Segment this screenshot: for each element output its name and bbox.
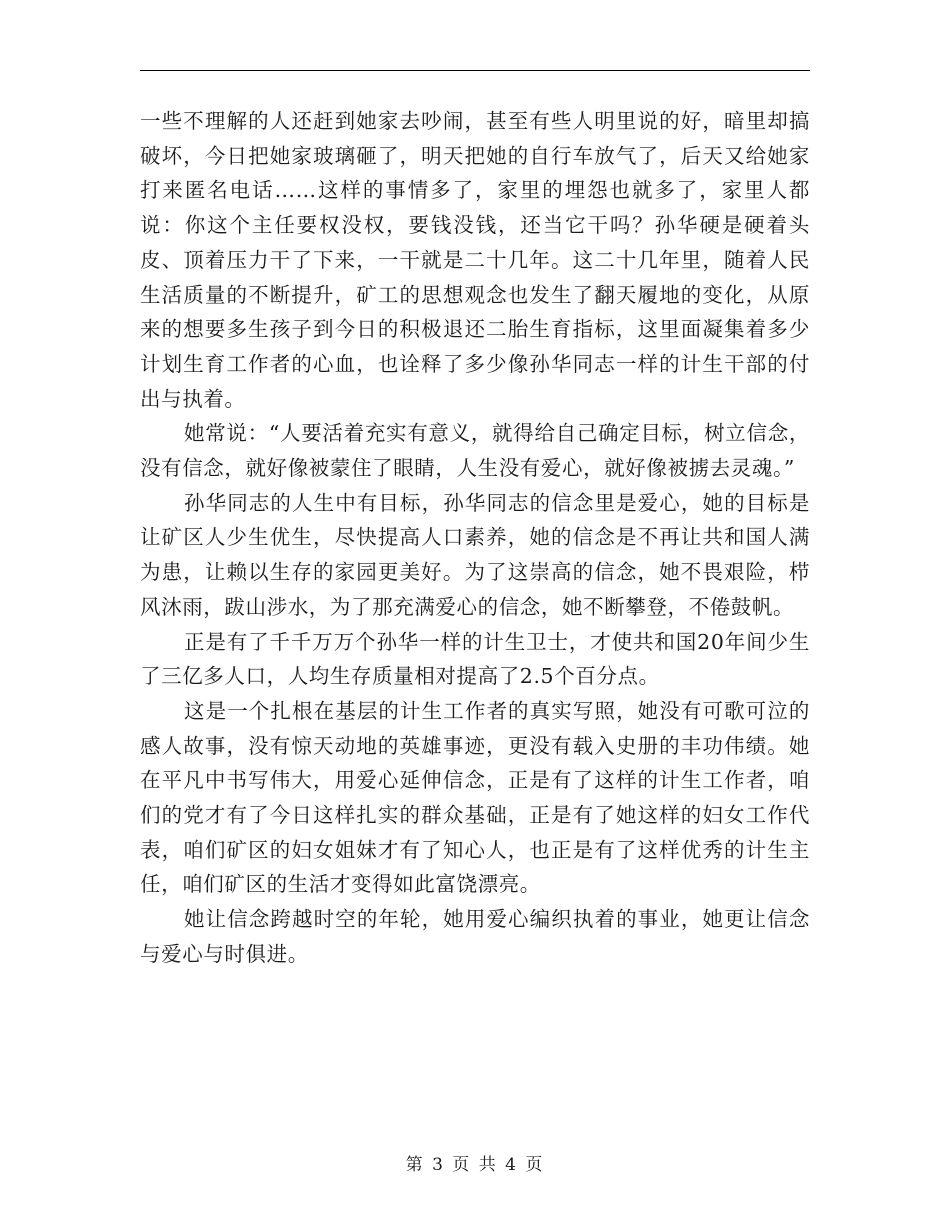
- paragraph-3: 孙华同志的人生中有目标，孙华同志的信念里是爱心，她的目标是让矿区人少生优生，尽快提高人口素养，她的信念是不再让共和国人满为患，让赖以生存的家园更美好。为了这崇高的信念，她不畏艰险，栉风沐雨，跋山涉水，为了那充满爱心的信念，她不断攀登，不倦鼓帆。: [140, 490, 810, 619]
- header-rule: [140, 70, 810, 71]
- paragraph-1: 一些不理解的人还赶到她家去吵闹，甚至有些人明里说的好，暗里却搞破坏，今日把她家玻璃砸了，明天把她的自行车放气了，后天又给她家打来匿名电话……这样的事情多了，家里的埋怨也就多了，家里人都说：你这个主任要权没权，要钱没钱，还当它干吗？孙华硬是硬着头皮、顶着压力干了下来，一干就是二十几年。这二十几年里，随着人民生活质量的不断提升，矿工的思想观念也发生了翻天履地的变化，从原来的想要多生孩子到今日的积极退还二胎生育指标，这里面凝集着多少计划生育工作者的心血，也诠释了多少像孙华同志一样的计生干部的付出与执着。: [140, 109, 810, 411]
- paragraph-5: 这是一个扎根在基层的计生工作者的真实写照，她没有可歌可泣的感人故事，没有惊天动地的英雄事迹，更没有载入史册的丰功伟绩。她在平凡中书写伟大，用爱心延伸信念，正是有了这样的计生工作者，咱们的党才有了今日这样扎实的群众基础，正是有了她这样的妇女工作代表，咱们矿区的妇女姐妹才有了知心人，也正是有了这样优秀的计生主任，咱们矿区的生活才变得如此富饶漂亮。: [140, 698, 810, 897]
- body-text: [140, 104, 810, 972]
- paragraph-6: 她让信念跨越时空的年轮，她用爱心编织执着的事业，她更让信念与爱心与时俱进。: [140, 907, 810, 966]
- paragraph-4: 正是有了千千万万个孙华一样的计生卫士，才使共和国20年间少生了三亿多人口，人均生存质量相对提高了2.5个百分点。: [140, 629, 810, 689]
- page-number-footer: 第 3 页 共 4 页: [405, 1155, 545, 1175]
- paragraph-2: 她常说：“人要活着充实有意义，就得给自己确定目标，树立信念，没有信念，就好像被蒙住了眼睛，人生没有爱心，就好像被掳去灵魂。”: [140, 421, 810, 481]
